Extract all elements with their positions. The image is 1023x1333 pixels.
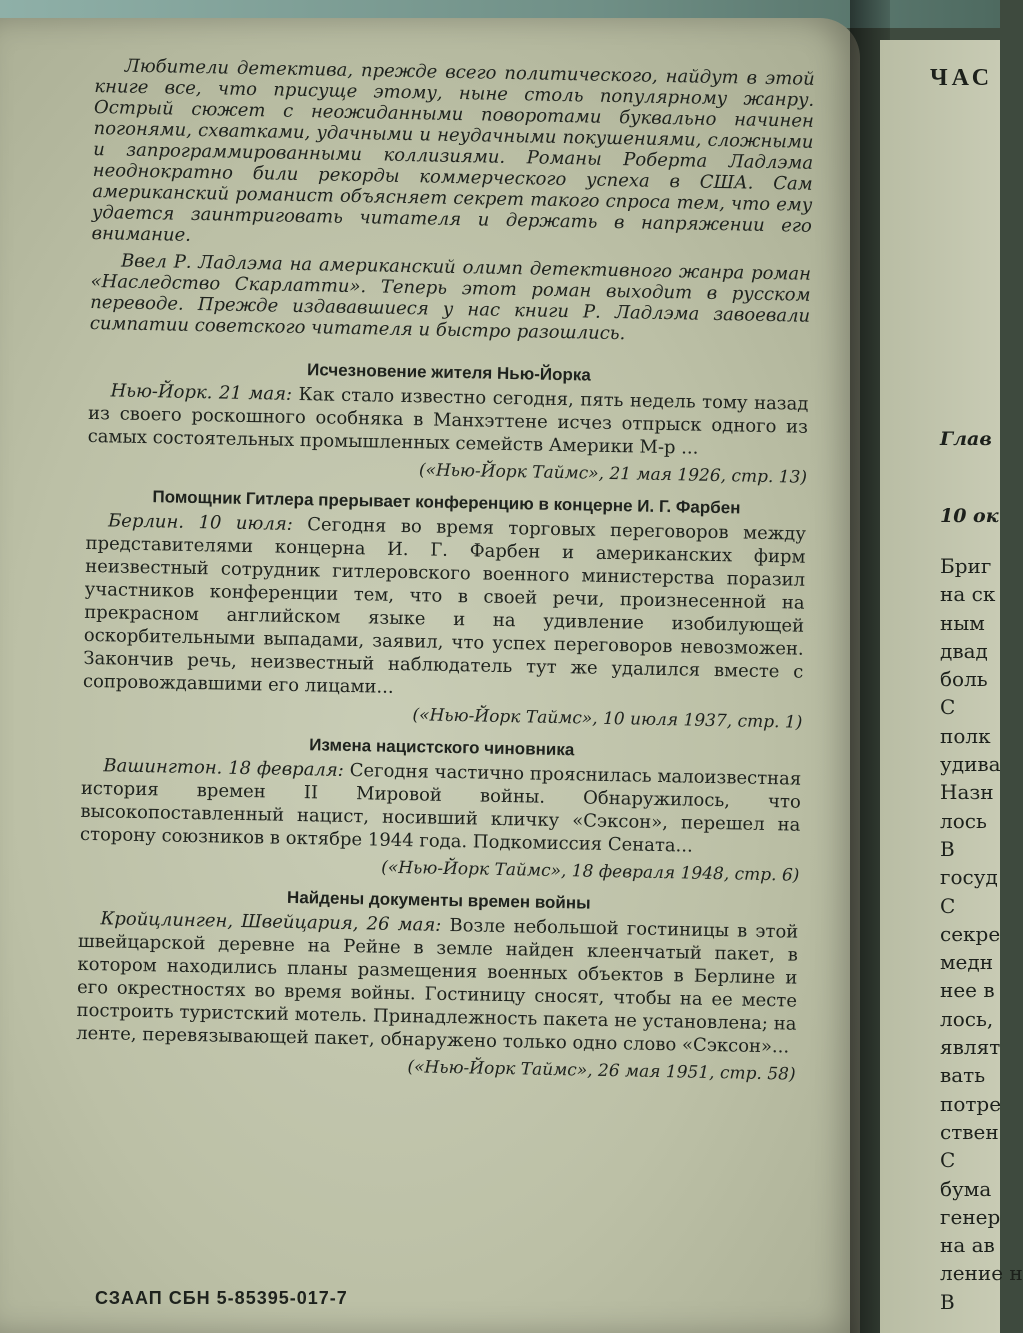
text-line: боль: [940, 667, 988, 692]
news-dateline: Берлин. 10 июля:: [107, 510, 293, 535]
intro-section: [90, 55, 815, 348]
text-line: на ав: [940, 1233, 995, 1258]
text-line: Бриг: [940, 554, 992, 578]
news-headline: Найдены документы времен войны: [286, 887, 591, 913]
news-source: («Нью-Йорк Таймс», 26 мая 1951, стр. 58): [407, 1057, 796, 1085]
news-body: [87, 379, 808, 462]
text-line: удива: [940, 752, 1001, 777]
text-line: С: [940, 893, 956, 918]
text-line: госуд: [940, 865, 998, 890]
text-line: В: [940, 836, 955, 861]
news-headline: Измена нацистского чиновника: [309, 735, 575, 760]
news-text: Сегодня во время торговых переговоров между представителями концерна И. Г. Фарбен и американских фирм неизвестный сотрудник гитлеровского военного министерства поразил участников конференции тем, что в своей речи, произнесенной на прекрасном английском языке и на удивление изобилующей оскорбительными выпадами, заявил, что успех переговоров невозможен. Закончив речь, неизвестный наблюдатель тут же удалился вместе с сопровождавшими его лицами...: [82, 513, 807, 698]
news-text: Как стало известно сегодня, пять недель тому назад из своего роскошного особняка в Манхэттене исчез отпрыск одного из самых состоятельных промышленных семейств Америки М-р ...: [87, 383, 809, 459]
text-line: ление н: [940, 1261, 1023, 1286]
news-source: («Нью-Йорк Таймс», 21 мая 1926, стр. 13): [418, 460, 808, 488]
text-line: являт: [940, 1035, 1001, 1060]
text-line: потре: [940, 1091, 1002, 1116]
text-line: ствен: [940, 1119, 999, 1144]
news-headline: Исчезновение жителя Нью-Йорка: [306, 360, 592, 385]
intro-paragraph: Любители детектива, прежде всего политического, найдут в этой книге все, что присуще этому, ныне столь популярному жанру. Острый сюжет с неожиданными поворотами буквально начинен погонями, схватками, удачными и неудачными покушениями, сложными и запрограммированными коллизиями. Романы Роберта Ладлэма неоднократно били рекорды коммерческого успеха в США. Сам американский романист объясняет секрет такого спроса тем, что ему удается заинтриговать читателя и держать в напряжении его внимание.: [91, 55, 815, 246]
intro-paragraph: Ввел Р. Ладлэма на американский олимп детективного жанра роман «Наследство Скарлатти». Теперь этот роман выходит в русском переводе. Прежде издававшиеся у нас книги Р. Ладлэма завоевали симпатии советского читателя и быстро разошлись.: [89, 250, 812, 345]
news-item: [87, 356, 809, 488]
right-page-text: [940, 552, 1023, 1316]
text-line: полк: [940, 723, 991, 748]
text-line: медн: [940, 950, 994, 975]
text-line: нее в: [940, 978, 995, 1003]
news-source: («Нью-Йорк Таймс», 18 февраля 1948, стр. 6): [381, 857, 800, 886]
chapter-date: 10 ок: [940, 505, 999, 527]
news-text: Возле небольшой гостиницы в этой швейцарской деревне на Рейне в земле найден клеенчатый пакет, в котором находились планы размещения военных объектов в Берлине и его окрестностях во время войны. Гостиницу сносят, чтобы на ее месте построить туристский мотель. Принадлежность пакета не установлена; на ленте, перевязывающей пакет, обнаружено только одно слово «Сэксон»...: [76, 914, 799, 1058]
news-dateline: Кройцлинген, Швейцария, 26 мая:: [100, 908, 442, 936]
text-line: С: [940, 695, 956, 720]
news-source: («Нью-Йорк Таймс», 10 июля 1937, стр. 1): [412, 705, 803, 733]
right-page: [880, 40, 1023, 1333]
news-body: [83, 509, 806, 707]
text-line: секре: [940, 921, 1001, 946]
news-headline: Помощник Гитлера прерывает конференцию в концерне И. Г. Фарбен: [152, 487, 741, 518]
isbn-code: СЗААП СБН 5-85395-017-7: [95, 1288, 348, 1308]
news-item: [82, 486, 806, 733]
text-line: генер: [940, 1204, 1001, 1229]
text-line: ным: [940, 610, 985, 635]
text-line: вать: [940, 1063, 986, 1088]
chapter-heading: Глав: [940, 428, 992, 450]
text-line: В: [940, 1289, 955, 1314]
news-clippings: [75, 356, 809, 1085]
news-dateline: Нью-Йорк. 21 мая:: [110, 380, 293, 405]
news-dateline: Вашингтон. 18 февраля:: [103, 755, 345, 781]
text-line: двад: [940, 638, 988, 663]
left-page-column: [75, 55, 815, 1097]
text-line: лось: [940, 808, 987, 833]
news-item: [79, 731, 802, 886]
text-line: бума: [940, 1176, 992, 1201]
news-item: [75, 884, 798, 1085]
news-body: [76, 907, 799, 1059]
text-line: Назн: [940, 780, 994, 805]
text-line: С: [940, 1148, 956, 1173]
part-title: ЧАС: [930, 65, 994, 91]
text-line: лось,: [940, 1006, 994, 1031]
text-line: на ск: [940, 582, 996, 607]
news-text: Сегодня частично прояснилась малоизвестная история времен II Мировой войны. Обнаружилось, что высокопоставленный нацист, носивший кличку «Сэксон», перешел на сторону союзников в октябре 1944 года. Подкомиссия Сената...: [79, 759, 802, 857]
news-body: [80, 754, 802, 860]
